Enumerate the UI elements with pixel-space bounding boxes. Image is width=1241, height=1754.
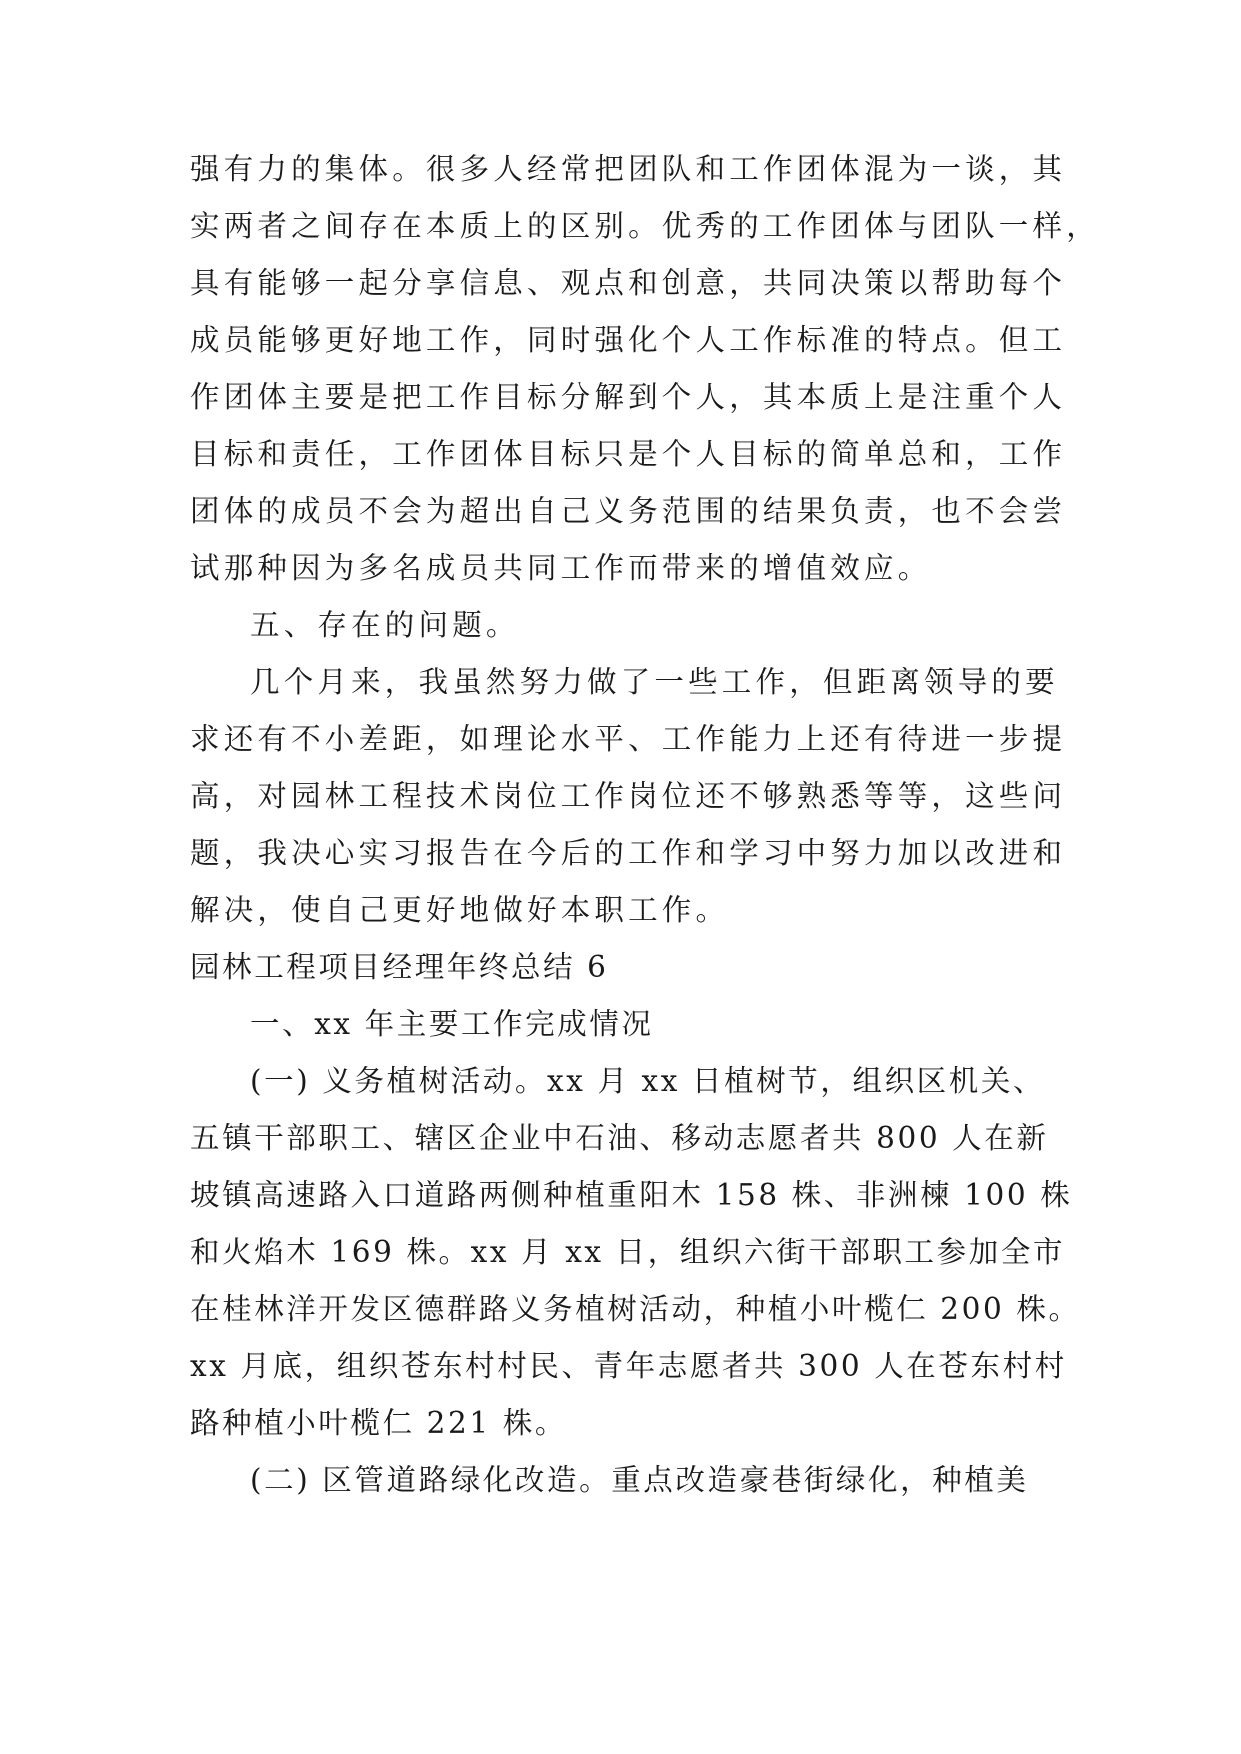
paragraph-line: 成员能够更好地工作，同时强化个人工作标准的特点。但工	[190, 323, 1067, 357]
document-title: 园林工程项目经理年终总结 6	[190, 950, 609, 984]
paragraph-line: 实两者之间存在本质上的区别。优秀的工作团体与团队一样，	[190, 209, 1100, 243]
paragraph-line: 高，对园林工程技术岗位工作岗位还不够熟悉等等，这些问	[190, 779, 1067, 813]
paragraph-line: 路种植小叶榄仁 221 株。	[190, 1406, 567, 1440]
section-heading: 五、存在的问题。	[250, 608, 520, 642]
paragraph-line: 强有力的集体。很多人经常把团队和工作团体混为一谈，其	[190, 152, 1067, 186]
paragraph-line: (二) 区管道路绿化改造。重点改造豪巷街绿化，种植美	[250, 1463, 1029, 1497]
paragraph-line: 试那种因为多名成员共同工作而带来的增值效应。	[190, 551, 932, 585]
paragraph-line: 几个月来，我虽然努力做了一些工作，但距离领导的要	[250, 665, 1059, 699]
paragraph-line: 团体的成员不会为超出自己义务范围的结果负责，也不会尝	[190, 494, 1067, 528]
paragraph-line: 坡镇高速路入口道路两侧种植重阳木 158 株、非洲楝 100 株	[190, 1178, 1073, 1212]
paragraph-line: 求还有不小差距，如理论水平、工作能力上还有待进一步提	[190, 722, 1067, 756]
paragraph-line: 题，我决心实习报告在今后的工作和学习中努力加以改进和	[190, 836, 1067, 870]
paragraph-line: 在桂林洋开发区德群路义务植树活动，种植小叶榄仁 200 株。	[190, 1292, 1081, 1326]
paragraph-line: 具有能够一起分享信息、观点和创意，共同决策以帮助每个	[190, 266, 1067, 300]
paragraph-line: (一) 义务植树活动。xx 月 xx 日植树节，组织区机关、	[250, 1064, 1046, 1098]
paragraph-line: xx 月底，组织苍东村村民、青年志愿者共 300 人在苍东村村	[190, 1349, 1067, 1383]
paragraph-line: 目标和责任，工作团体目标只是个人目标的简单总和，工作	[190, 437, 1067, 471]
paragraph-line: 五镇干部职工、辖区企业中石油、移动志愿者共 800 人在新	[190, 1121, 1049, 1155]
section-heading: 一、xx 年主要工作完成情况	[250, 1007, 654, 1041]
paragraph-line: 解决，使自己更好地做好本职工作。	[190, 893, 730, 927]
paragraph-line: 作团体主要是把工作目标分解到个人，其本质上是注重个人	[190, 380, 1067, 414]
paragraph-line: 和火焰木 169 株。xx 月 xx 日，组织六街干部职工参加全市	[190, 1235, 1066, 1269]
